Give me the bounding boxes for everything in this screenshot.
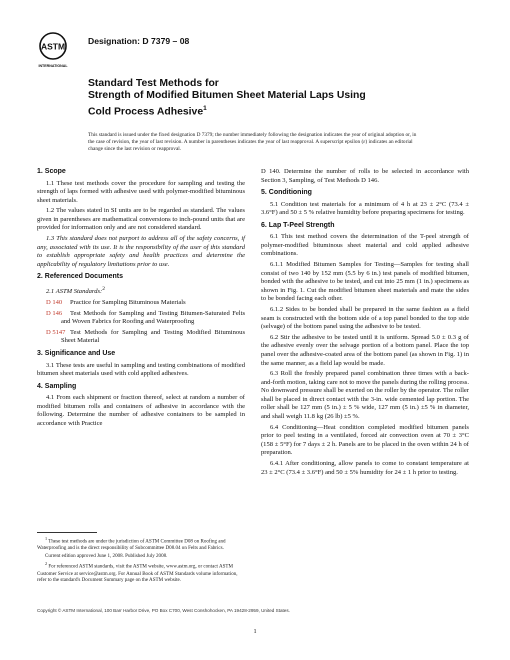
para-2-1 [37, 285, 245, 297]
reference-code-link[interactable]: D 5147 [46, 328, 66, 336]
page-number: 1 [253, 628, 257, 635]
issued-note: This standard is issued under the fixed designation D 7379; the number immediately following the designation indicates the year of original adoption or, in the case of revision, the year of last revision. A number in parentheses indicates the year of last reapproval. A superscript epsilon (ε) indicates an editorial change since the last revision or reapproval. [88, 132, 417, 153]
reference-title: Test Methods for Sampling and Testing Modified Bituminous Sheet Material [61, 328, 245, 345]
reference-title: Practice for Sampling Bituminous Materials [70, 298, 186, 306]
section-4-heading: 4. Sampling [37, 382, 77, 390]
para-6-1-2: 6.1.2 Sides to be bonded shall be prepared in the same fashion as a field seam is constructed with the bottom side of a top panel bonded to the top side (selvage) of the bottom panel using the adhesive to be tested. [261, 306, 469, 331]
title-footnote-marker: 1 [203, 104, 207, 112]
reference-item [37, 299, 245, 308]
section-5-heading: 5. Conditioning [261, 189, 312, 197]
reference-item [37, 310, 245, 327]
para-1-2: 1.2 The values stated in SI units are to be regarded as standard. The values given in parentheses are mathematical conversions to inch-pound units that are provided for information only and are not considered standard. [37, 207, 245, 232]
reference-code-link[interactable]: D 140 [46, 298, 63, 306]
para-6-3: 6.3 Roll the freshly prepared panel combination three times with a back-and-forth motion, taking care not to move the panels during the rolling process. No downward pressure shall be exerted on the roller by the operator. The roller shall be placed in direct contact with the 3-in. wide cemented lap portion. The roller shall be 127 mm (5 in.) ± 5 % wide, 127 mm (5 in.) ±5 % in diameter, and shall weigh 11.8 kg (26 lb) ±5 %. [261, 370, 469, 420]
section-1-heading: 1. Scope [37, 168, 66, 175]
para-5-1: 5.1 Condition test materials for a minimum of 4 h at 23 ± 2°C (73.4 ± 3.6°F) and 50 ± 5 % relative humidity before preparing specimens for testing. [261, 200, 469, 217]
section-6-heading: 6. Lap T-Peel Strength [261, 221, 335, 229]
logo-wordmark: ASTM [40, 41, 66, 52]
title-line-3-text: Cold Process Adhesive [88, 106, 204, 118]
designation: Designation: D 7379 – 08 [88, 36, 190, 46]
para-6-4: 6.4 Conditioning—Heat condition completed modified bitumen panels prior to peel testing in a ventilated, forced air convection oven at 70 ± 3°C (158 ± 5°F) for 7 days ± 2 h. Panels are to be placed in the oven within 24 h of preparation. [261, 423, 469, 457]
document-title [88, 78, 418, 119]
title-line-1: Standard Test Methods for [88, 78, 219, 89]
para-1-1: 1.1 These test methods cover the procedure for sampling and testing the strength of laps formed with adhesive used with polymer-modified bituminous sheet materials. [37, 179, 245, 204]
para-4-1: 4.1 From each shipment or fraction thereof, select at random a number of modified bitumen rolls and containers of adhesive in accordance with the following. Determine the number of adhesive containers to be sampled in accordance with Practice [37, 394, 245, 427]
astm-logo [36, 30, 70, 70]
para-4-1-cont: D 140. Determine the number of rolls to be selected in accordance with Section 3, Sampling, of Test Methods D 146. [261, 168, 469, 184]
footnote-1: $^1$ These test methods are under the jurisdiction of ASTM Committee D08 on Roofing and Waterproofing and is the direct responsibility of Subcommittee D08.04 on Felts and Fabrics. [37, 536, 226, 552]
para-6-1: 6.1 This test method covers the determination of the T-peel strength of polymer-modified bituminous sheet material and cold applied adhesive combinations. [261, 233, 469, 258]
reference-code-link[interactable]: D 146 [46, 309, 63, 317]
para-1-3: 1.3 This standard does not purport to address all of the safety concerns, if any, associated with its use. It is the responsibility of the user of this standard to establish appropriate safety and health practices and determine the applicability of regulatory limitations prior to use. [37, 235, 245, 268]
section-2-heading: 2. Referenced Documents [37, 273, 123, 281]
para-3-1: 3.1 These tests are useful in sampling and testing combinations of modified bitumen sheet materials used with cold applied adhesives. [37, 361, 245, 378]
right-column [261, 168, 469, 479]
para-6-2: 6.2 Stir the adhesive to be tested until it is uniform. Spread 5.0 ± 0.3 g of the adhesive evenly over the selvage portion of a bottom panel. Place the top panel over the adhesive-coated area of the bottom panel (as shown in Fig. 1) in the same manner, as a field lap would be made. [261, 333, 469, 367]
footnote-rule [37, 532, 97, 533]
footnote-1-text: These test methods are under the jurisdiction of ASTM Committee D08 on Roofing and Waterproofing and is the direct responsibility of Subcommittee D08.04 on Felts and Fabrics. [37, 538, 226, 552]
footnote-1-current: Current edition approved June 1, 2008. Published July 2008. [45, 553, 168, 560]
title-line-2: Strength of Modified Bitumen Sheet Material Laps Using [88, 90, 366, 102]
para-6-4-1: 6.4.1 After conditioning, allow panels to come to constant temperature at 23 ± 2°C (73.4 ± 3.6°F) and 50 ± 5% humidity for 24 ± 1 h prior to testing. [261, 460, 469, 476]
footnote-2: $^2$ For referenced ASTM standards, visit the ASTM website, www.astm.org, or contact ASTM Customer Service at service@astm.org. For Annual Book of ASTM Standards volume information, refer to the standard's Document Summary page on the ASTM website. [37, 561, 238, 584]
footnote-2-text: For referenced ASTM standards, visit the ASTM website, www.astm.org, or contact ASTM Customer Service at service@astm.org. For Annual Book of ASTM Standards volume information, refer to the standard's Document Summary page on the ASTM website. [37, 563, 238, 584]
section-3-heading: 3. Significance and Use [37, 349, 116, 357]
para-2-1-text: 2.1 ASTM Standards: [46, 288, 103, 296]
reference-item [37, 329, 245, 346]
title-line-3 [88, 103, 418, 119]
para-6-1-1: 6.1.1 Modified Bitumen Samples for Testing—Samples for testing shall consist of two 140 by 152 mm (5.5 by 6 in.) test panels of modified bitumen, bonded with the adhesive to be tested, and cut into 25 mm (1 in.) specimens as shown in Fig. 1. Cut the modified bitumen sheet materials and mate the sides to be bonded facing each other. [261, 261, 469, 303]
reference-title: Test Methods for Sampling and Testing Bitumen-Saturated Felts and Woven Fabrics for Roofing and Waterproofing [61, 309, 245, 326]
para-2-1-sup: 2 [102, 285, 105, 292]
copyright-notice: Copyright © ASTM International, 100 Barr Harbor Drive, PO Box C700, West Conshohocken, PA 19428-2959, United States. [37, 608, 290, 613]
footnotes [37, 532, 245, 585]
logo-subtext: INTERNATIONAL [38, 64, 68, 68]
left-column [37, 168, 245, 431]
